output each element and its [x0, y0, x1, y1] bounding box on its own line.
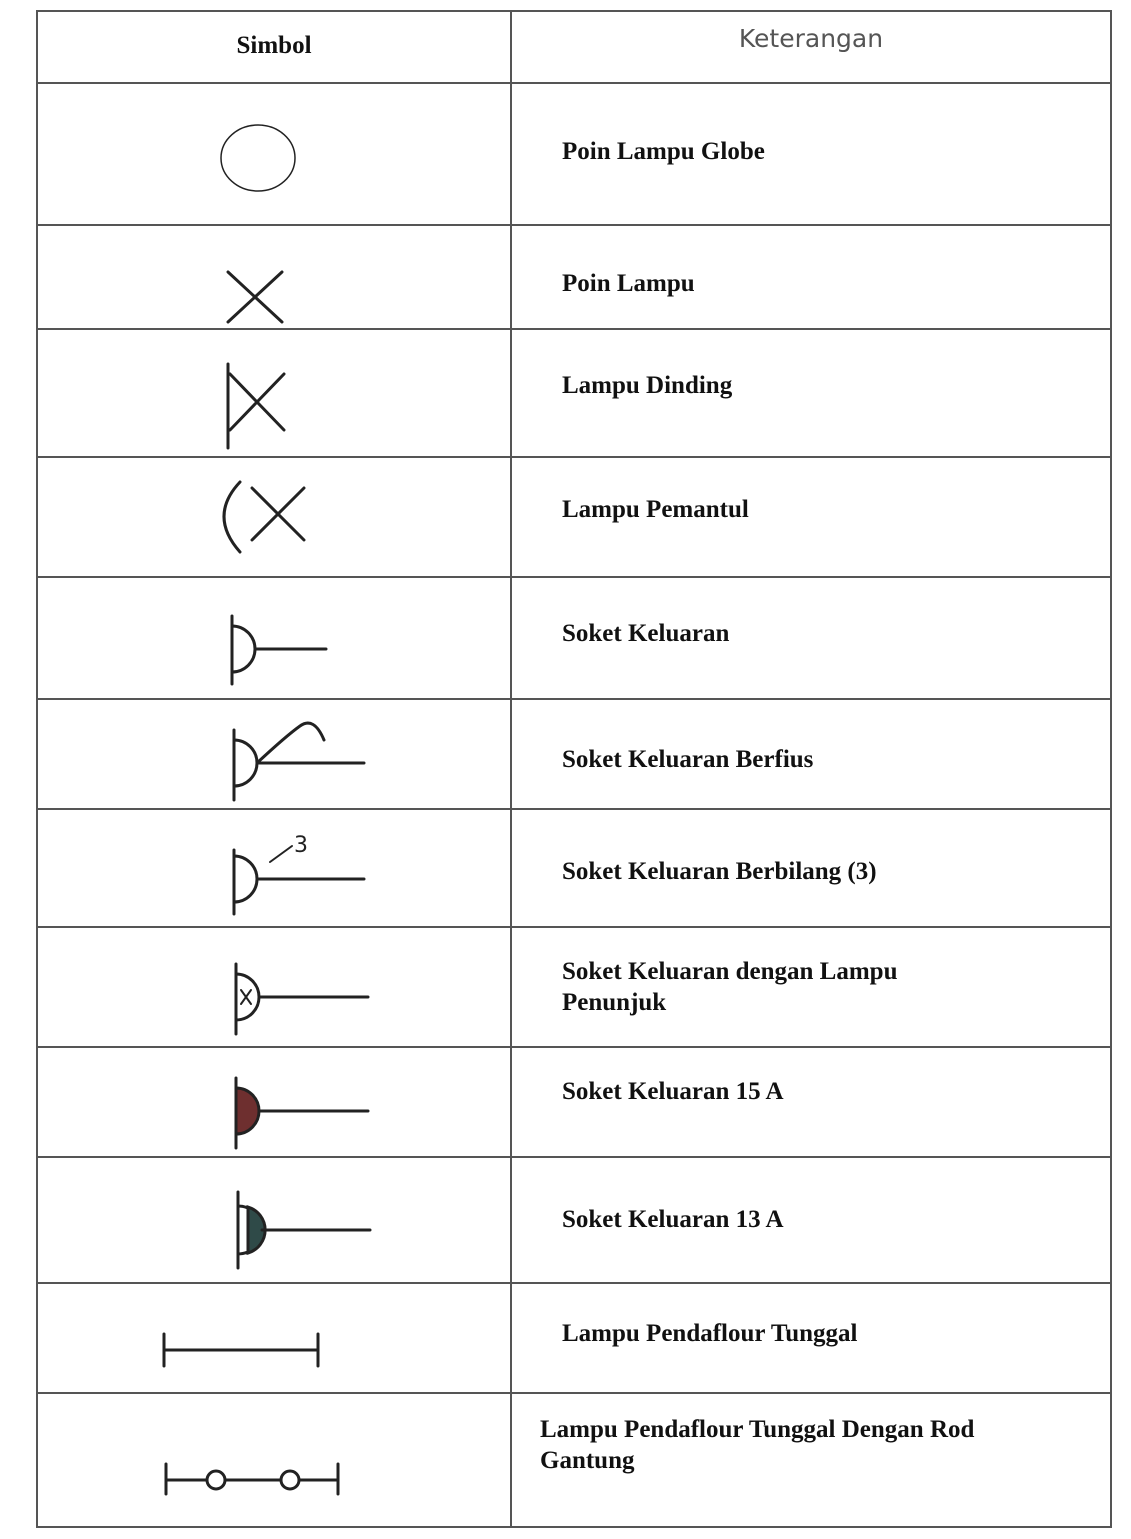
header-description: Keterangan	[738, 24, 884, 53]
row-label: Lampu Pemantul	[562, 496, 749, 523]
table-row	[38, 578, 1110, 700]
row-label: Soket Keluaran Berfius	[562, 746, 814, 773]
description-cell	[512, 330, 1110, 456]
description-cell	[512, 928, 1110, 1046]
symbol-cell	[38, 1284, 512, 1392]
table-row	[38, 810, 1110, 928]
table-row	[38, 84, 1110, 226]
row-label: Poin Lampu	[562, 270, 695, 297]
multiple-socket-outlet-icon	[38, 810, 512, 926]
row-label: Soket Keluaran	[562, 620, 730, 647]
description-cell	[512, 810, 1110, 926]
symbol-cell	[38, 578, 512, 698]
table-row	[38, 1284, 1110, 1394]
socket-count-label: 3	[294, 833, 308, 858]
table-header-row	[38, 12, 1110, 84]
description-cell	[512, 226, 1110, 328]
wall-lamp-icon	[38, 330, 512, 456]
socket-outlet-15a-icon	[38, 1048, 512, 1156]
single-fluorescent-lamp-icon	[38, 1284, 512, 1392]
table-row	[38, 458, 1110, 578]
table-row	[38, 1048, 1110, 1158]
socket-with-indicator-lamp-icon	[38, 928, 512, 1046]
socket-outlet-13a-icon	[38, 1158, 512, 1282]
header-symbol-cell	[38, 12, 512, 82]
description-cell	[512, 578, 1110, 698]
table-row	[38, 928, 1110, 1048]
row-label: Soket Keluaran 15 A	[562, 1078, 784, 1105]
description-cell	[512, 1158, 1110, 1282]
symbol-cell	[38, 810, 512, 926]
symbol-cell	[38, 700, 512, 808]
row-label: Lampu Pendaflour Tunggal Dengan Rod Gantung	[540, 1416, 975, 1474]
table-row	[38, 1158, 1110, 1284]
row-label: Lampu Pendaflour Tunggal	[562, 1320, 858, 1347]
row-label: Lampu Dinding	[562, 372, 733, 399]
symbol-cell	[38, 330, 512, 456]
symbol-cell	[38, 226, 512, 328]
reflector-lamp-icon	[38, 458, 512, 576]
globe-lamp-point-icon	[38, 84, 512, 224]
description-cell	[512, 700, 1110, 808]
description-cell	[512, 1284, 1110, 1392]
symbol-cell	[38, 928, 512, 1046]
description-cell	[512, 1048, 1110, 1156]
table-row	[38, 700, 1110, 810]
table-row	[38, 226, 1110, 330]
description-cell	[512, 458, 1110, 576]
lamp-point-icon	[38, 226, 512, 328]
row-label: Soket Keluaran dengan Lampu Penunjuk	[562, 958, 898, 1016]
symbol-cell	[38, 458, 512, 576]
table-row	[38, 330, 1110, 458]
socket-outlet-icon	[38, 578, 512, 698]
fused-socket-outlet-icon	[38, 700, 512, 808]
symbol-cell	[38, 1048, 512, 1156]
description-cell	[512, 84, 1110, 224]
symbol-cell	[38, 1158, 512, 1282]
table-row	[38, 1394, 1110, 1528]
header-symbol: Simbol	[236, 32, 312, 59]
row-label: Poin Lampu Globe	[562, 138, 765, 165]
symbol-table	[36, 10, 1112, 1528]
row-label: Soket Keluaran 13 A	[562, 1206, 784, 1233]
symbol-cell	[38, 1394, 512, 1528]
header-description-cell	[512, 12, 1110, 82]
description-cell	[512, 1394, 1110, 1528]
symbol-cell	[38, 84, 512, 224]
fluorescent-lamp-rod-icon	[38, 1394, 512, 1526]
row-label: Soket Keluaran Berbilang (3)	[562, 858, 877, 885]
